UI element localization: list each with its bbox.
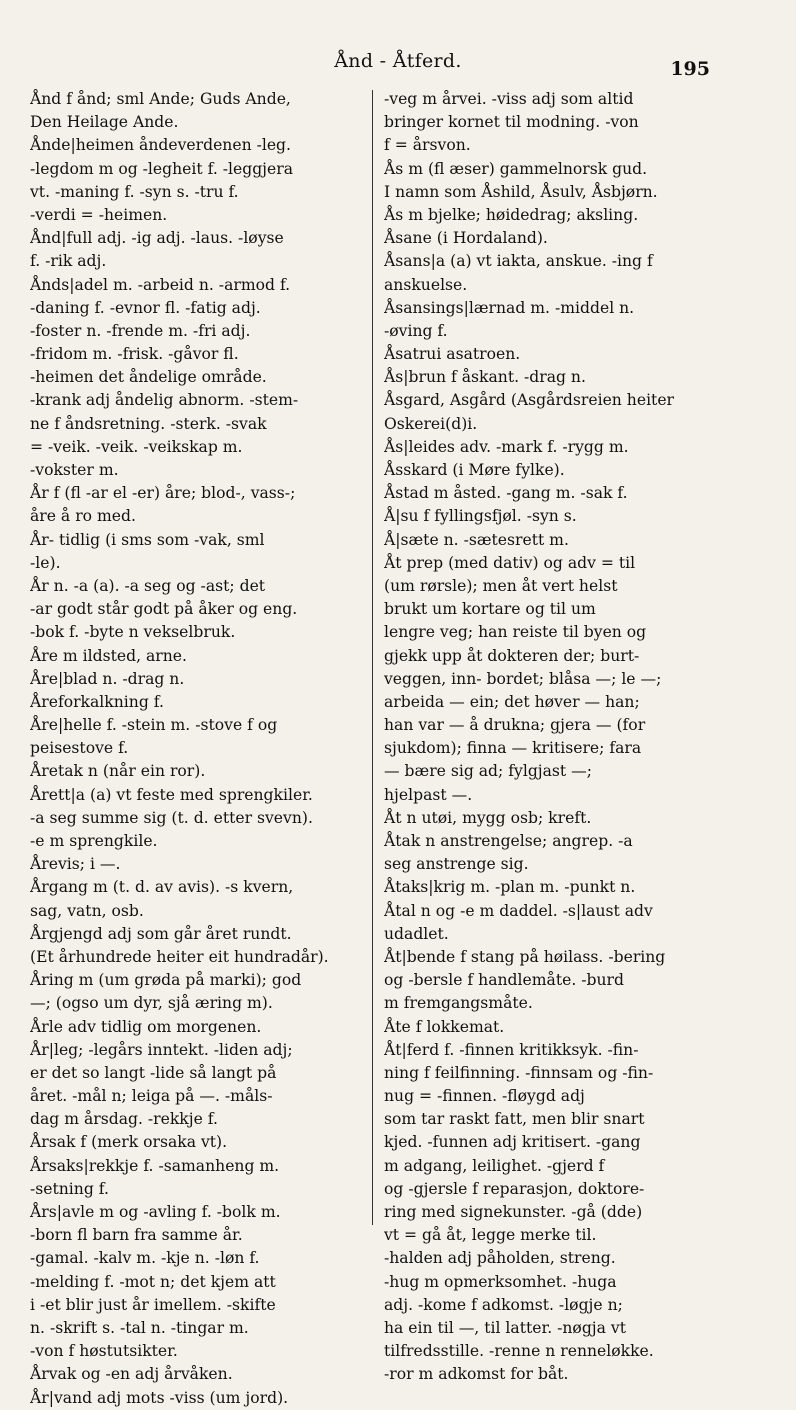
dictionary-line: som tar raskt fatt, men blir snart (384, 1110, 645, 1129)
dictionary-line: Ånds|adel m. -arbeid n. -armod f. (30, 275, 291, 294)
dictionary-line: peisestove f. (30, 739, 129, 758)
dictionary-line: f = årsvon. (384, 136, 471, 155)
dictionary-line: Ås m bjelke; høidedrag; aksling. (384, 205, 639, 224)
dictionary-line: -halden adj påholden, streng. (384, 1249, 616, 1268)
dictionary-line: Åt n utøi, mygg osb; kreft. (384, 808, 592, 827)
dictionary-line: (Et århundrede heiter eit hundradår). (30, 947, 329, 966)
dictionary-line: Åre m ildsted, arne. (30, 646, 187, 665)
dictionary-line: han var — å drukna; gjera — (for (384, 716, 646, 735)
dictionary-line: adj. -kome f adkomst. -løgje n; (384, 1295, 623, 1314)
dictionary-line: Ånd|full adj. -ig adj. -laus. -løyse (30, 229, 284, 248)
dictionary-line: Ås|brun f åskant. -drag n. (384, 368, 586, 387)
dictionary-line: hjelpast —. (384, 785, 473, 804)
dictionary-line: Års|avle m og -avling f. -bolk m. (30, 1203, 281, 1221)
dictionary-line: -setning f. (30, 1179, 109, 1198)
dictionary-line: sjukdom); finna — kritisere; fara (384, 739, 642, 758)
dictionary-line: arbeida — ein; det høver — han; (384, 692, 640, 711)
dictionary-line: -verdi = -heimen. (30, 205, 168, 224)
dictionary-line: året. -mål n; leiga på —. -måls- (30, 1087, 273, 1106)
dictionary-line: År n. -a (a). -a seg og -ast; det (30, 576, 266, 595)
dictionary-line: f. -rik adj. (30, 252, 107, 271)
dictionary-line: Ånd f ånd; sml Ande; Guds Ande, (30, 90, 291, 108)
dictionary-line: Å|su f fyllingsfjøl. -syn s. (384, 507, 577, 526)
dictionary-line: ring med signekunster. -gå (dde) (384, 1203, 643, 1221)
dictionary-line: Ås m (fl æser) gammelnorsk gud. (384, 159, 648, 178)
dictionary-line: Årle adv tidlig om morgenen. (30, 1017, 262, 1036)
dictionary-line: Årgjengd adj som går året rundt. (30, 924, 292, 943)
dictionary-line: -a seg summe sig (t. d. etter svevn). (30, 808, 313, 827)
dictionary-line: kjed. -funnen adj kritisert. -gang (384, 1133, 641, 1152)
dictionary-line: -veg m årvei. -viss adj som altid (384, 90, 634, 108)
column-divider (372, 90, 373, 1225)
dictionary-line: Oskerei(d)i. (384, 414, 478, 433)
dictionary-line: År- tidlig (i sms som -vak, sml (30, 530, 265, 549)
dictionary-line: Åretak n (når ein ror). (30, 762, 206, 781)
dictionary-line: -melding f. -mot n; det kjem att (30, 1272, 276, 1291)
dictionary-line: seg anstrenge sig. (384, 855, 529, 874)
dictionary-line: n. -skrift s. -tal n. -tingar m. (30, 1318, 249, 1337)
dictionary-line: -daning f. -evnor fl. -fatig adj. (30, 298, 261, 317)
dictionary-line: Årett|a (a) vt feste med sprengkiler. (30, 785, 313, 804)
dictionary-line: lengre veg; han reiste til byen og (384, 623, 647, 642)
dictionary-line: Åt prep (med dativ) og adv = til (384, 553, 636, 572)
dictionary-line: —; (ogso um dyr, sjå æring m). (30, 994, 273, 1013)
dictionary-line: Åreforkalkning f. (30, 692, 164, 711)
dictionary-line: Å|sæte n. -sætesrett m. (384, 530, 569, 549)
dictionary-line: -ar godt står godt på åker og eng. (30, 600, 298, 619)
dictionary-line: -krank adj åndelig abnorm. -stem- (30, 391, 299, 410)
dictionary-line: Åte f lokkemat. (384, 1017, 505, 1036)
dictionary-line: -von f høstutsikter. (30, 1342, 178, 1361)
dictionary-line: -born fl barn fra samme år. (30, 1226, 243, 1245)
dictionary-line: -fridom m. -frisk. -gåvor fl. (30, 345, 239, 364)
dictionary-line: Åt|bende f stang på høilass. -bering (384, 947, 666, 966)
dictionary-line: Årsak f (merk orsaka vt). (30, 1133, 228, 1152)
dictionary-line: -foster n. -frende m. -fri adj. (30, 321, 251, 340)
dictionary-line: -bok f. -byte n vekselbruk. (30, 623, 236, 642)
dictionary-line: vt = gå åt, legge merke til. (384, 1226, 597, 1245)
dictionary-line: vt. -maning f. -syn s. -tru f. (30, 182, 239, 201)
dictionary-line: År|vand adj mots -viss (um jord). (30, 1388, 289, 1407)
dictionary-line: -vokster m. (30, 461, 119, 479)
dictionary-line: dag m årsdag. -rekkje f. (30, 1110, 218, 1129)
dictionary-line: -gamal. -kalv m. -kje n. -løn f. (30, 1249, 260, 1268)
dictionary-line: = -veik. -veik. -veikskap m. (30, 437, 243, 456)
dictionary-line: Åtak n anstrengelse; angrep. -a (384, 832, 633, 850)
dictionary-line: m fremgangsmåte. (384, 994, 533, 1013)
dictionary-line: sag, vatn, osb. (30, 901, 144, 920)
dictionary-line: ha ein til —, til latter. -nøgja vt (384, 1318, 626, 1337)
dictionary-line: og -gjersle f reparasjon, doktore- (384, 1179, 645, 1198)
dictionary-line: -le). (30, 553, 61, 572)
dictionary-line: m adgang, leilighet. -gjerd f (384, 1156, 605, 1175)
dictionary-line: Åsans|a (a) vt iakta, anskue. -ing f (384, 252, 653, 271)
dictionary-line: åre å ro med. (30, 507, 136, 526)
dictionary-line: -øving f. (384, 321, 448, 340)
dictionary-line: i -et blir just år imellem. -skifte (30, 1295, 276, 1314)
dictionary-line: nug = -finnen. -fløygd adj (384, 1087, 585, 1106)
page-number: 195 (670, 58, 710, 80)
dictionary-line: Ånde|heimen åndeverdenen -leg. (30, 136, 291, 155)
dictionary-line: — bære sig ad; fylgjast —; (384, 762, 593, 781)
dictionary-line: Åsgard, Asgård (Asgårdsreien heiter (384, 391, 674, 410)
dictionary-line: ne f åndsretning. -sterk. -svak (30, 414, 267, 433)
dictionary-line: (um rørsle); men åt vert helst (384, 576, 618, 595)
dictionary-line: anskuelse. (384, 275, 468, 294)
dictionary-line: År f (fl -ar el -er) åre; blod-, vass-; (30, 484, 296, 503)
dictionary-line: gjekk upp åt dokteren der; burt- (384, 646, 640, 665)
dictionary-line: Åtal n og -e m daddel. -s|laust adv (384, 901, 653, 920)
dictionary-line: udadlet. (384, 924, 449, 943)
dictionary-line: Åsskard (i Møre fylke). (384, 461, 565, 479)
dictionary-line: Årevis; i —. (30, 855, 121, 874)
dictionary-line: Åre|blad n. -drag n. (30, 669, 185, 688)
dictionary-line: Åt|ferd f. -finnen kritikksyk. -fin- (384, 1040, 639, 1059)
running-head: Ånd - Åtferd. (334, 50, 462, 72)
dictionary-line: -legdom m og -legheit f. -leggjera (30, 159, 293, 178)
right-column (384, 88, 720, 1387)
dictionary-line: og -bersle f handlemåte. -burd (384, 971, 624, 990)
dictionary-line: År|leg; -legårs inntekt. -liden adj; (30, 1040, 293, 1059)
dictionary-line: Åsatrui asatroen. (384, 345, 521, 364)
dictionary-line: -e m sprengkile. (30, 832, 158, 850)
dictionary-line: brukt um kortare og til um (384, 600, 596, 619)
dictionary-line: Årvak og -en adj årvåken. (30, 1365, 233, 1384)
dictionary-line: Åre|helle f. -stein m. -stove f og (30, 716, 278, 735)
dictionary-line: bringer kornet til modning. -von (384, 113, 639, 132)
dictionary-line: Åtaks|krig m. -plan m. -punkt n. (384, 878, 636, 897)
dictionary-line: veggen, inn- bordet; blåsa —; le —; (384, 669, 662, 688)
dictionary-line: Åsane (i Hordaland). (384, 229, 548, 248)
left-column (30, 88, 370, 1410)
dictionary-line: Åsansings|lærnad m. -middel n. (384, 298, 635, 317)
dictionary-line: Den Heilage Ande. (30, 113, 179, 132)
dictionary-line: -heimen det åndelige område. (30, 368, 267, 387)
dictionary-line: Åring m (um grøda på marki); god (30, 971, 302, 990)
dictionary-line: I namn som Åshild, Åsulv, Åsbjørn. (384, 182, 658, 201)
dictionary-line: Årsaks|rekkje f. -samanheng m. (30, 1156, 280, 1175)
dictionary-line: ning f feilfinning. -finnsam og -fin- (384, 1063, 654, 1082)
dictionary-line: -hug m opmerksomhet. -huga (384, 1272, 617, 1291)
dictionary-line: tilfredsstille. -renne n renneløkke. (384, 1342, 654, 1361)
dictionary-line: -ror m adkomst for båt. (384, 1365, 569, 1384)
dictionary-line: Ås|leides adv. -mark f. -rygg m. (384, 437, 629, 456)
dictionary-line: er det so langt -lide så langt på (30, 1063, 277, 1082)
dictionary-line: Årgang m (t. d. av avis). -s kvern, (30, 878, 294, 897)
dictionary-line: Åstad m åsted. -gang m. -sak f. (384, 484, 628, 503)
